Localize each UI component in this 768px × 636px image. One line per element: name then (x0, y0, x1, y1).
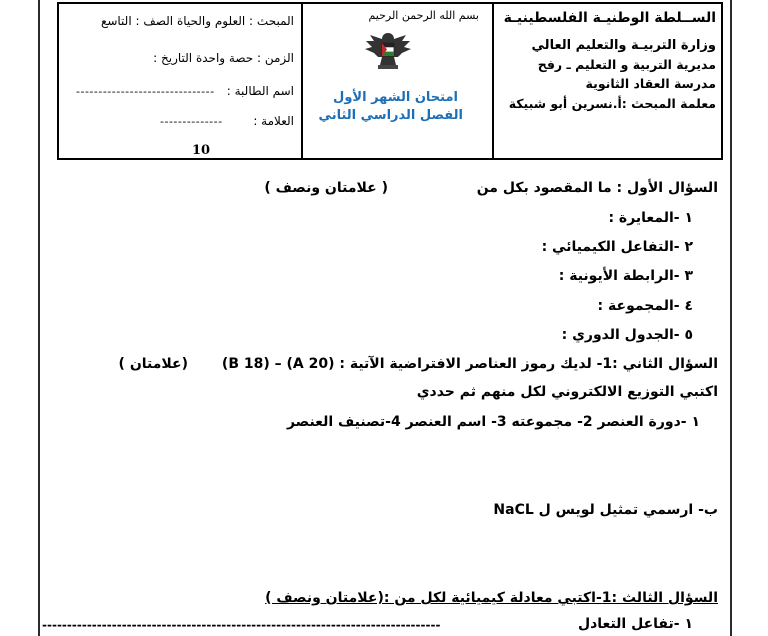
q2-instruction: اكتبي التوزيع الالكتروني لكل منهم ثم حددي (416, 384, 718, 400)
q1-marks: ( علامتان ونصف ) (264, 180, 388, 196)
authority-name: الســلطة الوطنيـة الفلسطينيـة (503, 10, 716, 26)
teacher-name: معلمة المبحث :أ.نسرين أبو شبيكة (508, 96, 716, 111)
directorate-name: مديرية التربية و التعليم ـ رفح (537, 57, 716, 72)
q2-title: السؤال الثاني :1- لديك رموز العناصر الافتراضية الآتية : (A 20) – (B 18) (221, 356, 718, 372)
frame-right-border (730, 0, 732, 636)
palestine-eagle-emblem-icon (362, 27, 414, 71)
q2-part-b: ب- ارسمي تمثيل لويس ل NaCL (493, 502, 718, 518)
q1-item-5: ٥ -الجدول الدوري : (561, 327, 693, 343)
header-center-box (301, 2, 494, 160)
q3-title: السؤال الثالث :1-اكتبي معادلة كيميائية لكل من :(علامتان ونصف ) (265, 590, 718, 606)
student-name-label: اسم الطالبة : (226, 84, 294, 98)
grade-line: -------------- (160, 115, 223, 128)
q1-item-2: ٢ -التفاعل الكيميائي : (541, 239, 693, 255)
frame-left-border (38, 0, 40, 636)
q1-title: السؤال الأول : ما المقصود بكل من (476, 180, 718, 196)
q1-item-4: ٤ -المجموعة : (597, 298, 693, 314)
subject-grade: المبحث : العلوم والحياة الصف : التاسع (100, 14, 294, 28)
ministry-name: وزارة التربيـة والتعليم العالي (531, 38, 716, 53)
grade-label: العلامة : (253, 114, 294, 128)
school-name: مدرسة العقاد الثانوية (585, 76, 716, 91)
semester-label: الفصل الدراسي الثاني (318, 108, 463, 123)
basmala: بسم الله الرحمن الرحيم (368, 9, 479, 22)
exam-title: امتحان الشهر الأول (333, 90, 458, 105)
q1-item-3: ٣ -الرابطة الأيونية : (558, 268, 693, 284)
total-marks: 10 (192, 143, 211, 158)
q2-marks: (علامتان ) (118, 356, 188, 372)
q3-item-1: ١ -تفاعل التعادل (577, 616, 693, 632)
q3-answer-line: -------------------------------------------------------------------------------- (42, 618, 441, 632)
q1-item-1: ١ -المعايرة : (608, 210, 693, 226)
student-name-line: ------------------------------- (76, 85, 215, 98)
q2-subitems: ١ -دورة العنصر 2- مجموعته 3- اسم العنصر 4-تصنيف العنصر (286, 414, 700, 430)
time-date: الزمن : حصة واحدة التاريخ : (153, 51, 294, 65)
